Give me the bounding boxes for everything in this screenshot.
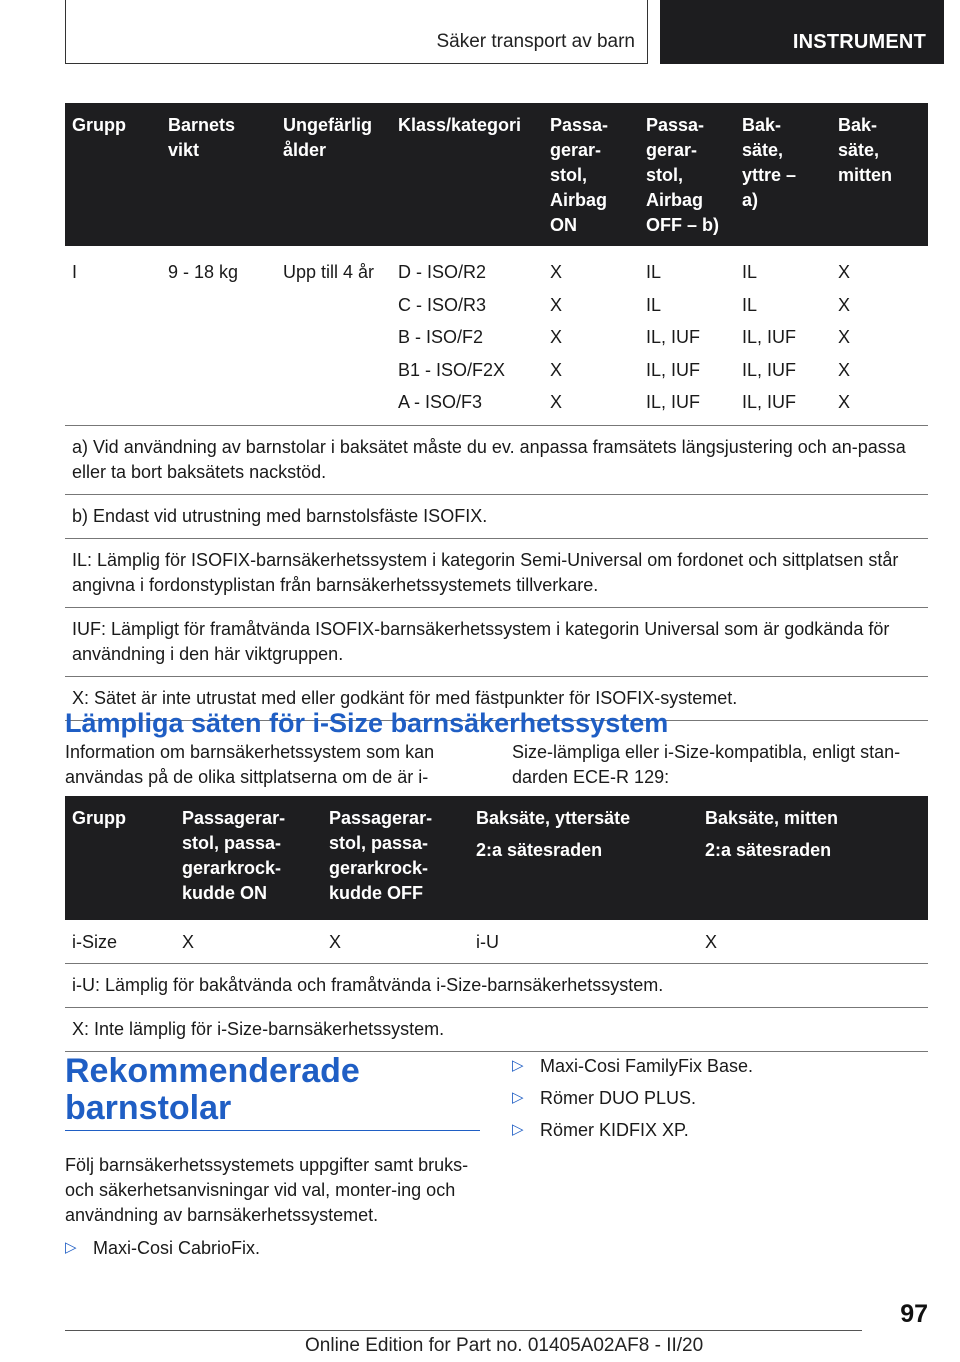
page-number: 97 bbox=[900, 1300, 928, 1328]
col-header-airbag-on: Passa- gerar- stol, Airbag ON bbox=[543, 103, 639, 246]
table-note: IUF: Lämpligt för framåtvända ISOFIX-barnsäkerhetssystem i kategorin Universal som är godkända för användning i den här viktgruppen. bbox=[65, 607, 928, 676]
col-header-rear-middle: Bak- säte, mitten bbox=[831, 103, 928, 246]
table-row bbox=[65, 246, 928, 425]
list-item: ▷ Römer DUO PLUS. bbox=[512, 1082, 753, 1114]
col-header-rear-outer: Bak- säte, yttre – a) bbox=[735, 103, 831, 246]
isize-intro-left: Information om barnsäkerhetssystem som kan användas på de olika sittplatserna om de är i- bbox=[65, 742, 435, 787]
cell-rear-middle: X bbox=[705, 932, 718, 952]
cell-weight: 9 - 18 kg bbox=[168, 262, 239, 282]
table-row bbox=[65, 920, 928, 964]
subheader-row: 2:a sätesraden bbox=[705, 840, 832, 860]
cell-classes: D - ISO/R2 C - ISO/R3 B - ISO/F2 B1 - ISO/F2X A - ISO/F3 bbox=[398, 262, 506, 412]
recommended-list-right bbox=[512, 1050, 753, 1146]
cell-group: i-Size bbox=[72, 932, 118, 952]
recommended-body: Följ barnsäkerhetssystemets uppgifter samt bruks- och säkerhetsanvisningar vid val, monter-ing och användning av barnsäkerhetssystemet. bbox=[65, 1155, 469, 1225]
table-note: a) Vid användning av barnstolar i baksätet måste du ev. anpassa framsätets längsjustering och an-passa eller ta bort baksätets nackstöd. bbox=[65, 425, 928, 494]
col-header-weight: Barnets vikt bbox=[161, 103, 276, 246]
triangle-bullet-icon: ▷ bbox=[65, 1239, 77, 1256]
col-header-airbag-off: Passa- gerar- stol, Airbag OFF – b) bbox=[639, 103, 735, 246]
triangle-bullet-icon: ▷ bbox=[512, 1057, 524, 1074]
triangle-bullet-icon: ▷ bbox=[512, 1121, 524, 1138]
heading-divider bbox=[65, 1130, 480, 1131]
isize-intro-right: Size-lämpliga eller i-Size-kompatibla, enligt stan-darden ECE-R 129: bbox=[512, 742, 901, 787]
cell-passenger-off: X bbox=[329, 932, 342, 952]
isofix-table bbox=[65, 103, 928, 721]
col-header-passenger-on: Passagerar- stol, passa- gerarkrock- kudde ON bbox=[175, 796, 322, 920]
header-section-title: Säker transport av barn bbox=[436, 31, 635, 52]
col-header-passenger-off: Passagerar- stol, passa- gerarkrock- kudde OFF bbox=[322, 796, 469, 920]
isofix-table-header bbox=[65, 103, 928, 246]
isize-heading: Lämpliga säten för i-Size barnsäkerhetssystem bbox=[65, 708, 669, 738]
col-header-rear-outer: Baksäte, yttersäte 2:a sätesraden bbox=[469, 796, 698, 920]
header-chapter-title: INSTRUMENT bbox=[792, 31, 926, 53]
footer-edition: Online Edition for Part no. 01405A02AF8 - II/20 bbox=[305, 1335, 704, 1356]
triangle-bullet-icon: ▷ bbox=[512, 1089, 524, 1106]
col-header-age: Ungefärlig ålder bbox=[276, 103, 391, 246]
table-note: IL: Lämplig för ISOFIX-barnsäkerhetssystem i kategorin Semi-Universal om fordonet och sittplatsen står angivna i fordonstyplistan från barnsäkerhetssystemets tillverkare. bbox=[65, 538, 928, 607]
col-header-rear-middle: Baksäte, mitten 2:a sätesraden bbox=[698, 796, 928, 920]
col-header-group: Grupp bbox=[65, 796, 175, 920]
list-item: ▷ Maxi-Cosi FamilyFix Base. bbox=[512, 1050, 753, 1082]
isize-table bbox=[65, 796, 928, 1052]
cell-airbag-on: X X X X X bbox=[550, 262, 563, 412]
table-note: X: Inte lämplig för i-Size-barnsäkerhetssystem. bbox=[65, 1008, 928, 1052]
recommended-heading: Rekommenderade barnstolar bbox=[65, 1052, 360, 1127]
cell-rear-outer: i-U bbox=[476, 932, 499, 952]
recommended-list-left bbox=[65, 1232, 260, 1264]
table-note: X: Sätet är inte utrustat med eller godkänt för med fästpunkter för ISOFIX-systemet. bbox=[65, 676, 928, 720]
cell-group: I bbox=[72, 262, 78, 282]
subheader-row: 2:a sätesraden bbox=[476, 840, 603, 860]
table-note: b) Endast vid utrustning med barnstolsfäste ISOFIX. bbox=[65, 494, 928, 538]
cell-rear-middle: X X X X X bbox=[838, 262, 851, 412]
header-section-box bbox=[65, 0, 648, 64]
cell-rear-outer: IL IL IL, IUF IL, IUF IL, IUF bbox=[742, 262, 797, 412]
col-header-group: Grupp bbox=[65, 103, 161, 246]
table-note: i-U: Lämplig för bakåtvända och framåtvända i-Size-barnsäkerhetssystem. bbox=[65, 964, 928, 1008]
cell-passenger-on: X bbox=[182, 932, 195, 952]
cell-age: Upp till 4 år bbox=[283, 262, 375, 282]
cell-airbag-off: IL IL IL, IUF IL, IUF IL, IUF bbox=[646, 262, 701, 412]
isize-table-header bbox=[65, 796, 928, 920]
list-item: ▷ Maxi-Cosi CabrioFix. bbox=[65, 1232, 260, 1264]
col-header-class: Klass/kategori bbox=[391, 103, 543, 246]
footer-divider bbox=[65, 1330, 862, 1331]
list-item: ▷ Römer KIDFIX XP. bbox=[512, 1114, 753, 1146]
header-chapter-tab[interactable] bbox=[660, 0, 944, 64]
